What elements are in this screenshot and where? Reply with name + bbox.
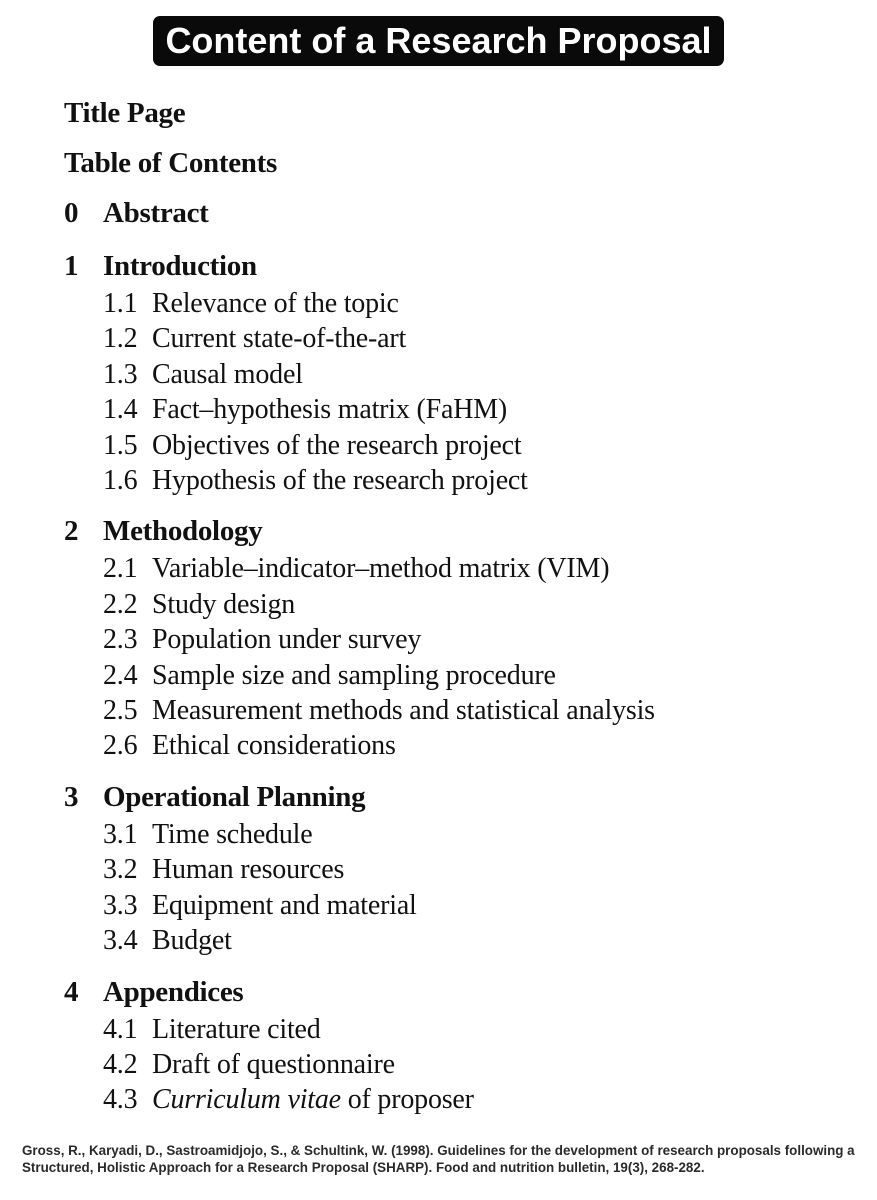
subsection-label: Draft of questionnaire (152, 1048, 395, 1080)
subsection-item (103, 658, 854, 693)
subsection-number: 3.1 (103, 818, 138, 850)
section-heading (64, 972, 854, 1012)
subsection-label-rest: of proposer (340, 1084, 474, 1116)
subsection-number: 2.5 (103, 695, 138, 727)
subsection-number: 1.4 (103, 394, 138, 426)
subsection-item (103, 321, 854, 356)
section-title: Operational Planning (103, 780, 366, 813)
subsection-number: 3.2 (103, 854, 138, 886)
subsection-number: 4.3 (103, 1084, 138, 1116)
subsection-label: Sample size and sampling procedure (152, 659, 556, 691)
subsection-item (103, 817, 854, 852)
subsection-label: Causal model (152, 358, 303, 390)
subsection-number: 1.1 (103, 288, 138, 319)
subsection-label: Ethical considerations (152, 730, 396, 762)
section-heading (64, 777, 854, 817)
table-of-contents (64, 93, 854, 1131)
subsection-label: Variable–indicator–method matrix (VIM) (152, 553, 610, 585)
subsection-number: 3.3 (103, 889, 138, 921)
section-number: 4 (64, 975, 79, 1008)
toc-section-operational-planning (64, 777, 854, 959)
subsection-item (103, 693, 854, 728)
subsection-list (64, 286, 854, 498)
section-title: Abstract (103, 197, 209, 229)
subsection-number: 1.6 (103, 465, 138, 497)
subsection-label: Time schedule (152, 818, 313, 850)
subsection-item (103, 852, 854, 887)
section-number: 2 (64, 515, 79, 548)
subsection-item (103, 1082, 854, 1117)
subsection-label: Measurement methods and statistical analysis (152, 695, 655, 727)
subsection-number: 2.1 (103, 553, 138, 585)
subsection-label-italic: Curriculum vitae (152, 1084, 341, 1116)
toc-section-methodology (64, 511, 854, 763)
toc-heading-title-page: Title Page (64, 97, 186, 129)
section-title: Introduction (103, 250, 257, 282)
toc-section-appendices (64, 972, 854, 1118)
subsection-number: 2.4 (103, 659, 138, 691)
toc-section-introduction (64, 246, 854, 498)
toc-section-abstract (64, 193, 854, 233)
subsection-item (103, 587, 854, 622)
subsection-item (103, 923, 854, 958)
section-title: Methodology (103, 515, 263, 548)
title-container (0, 16, 877, 66)
subsection-number: 2.2 (103, 588, 138, 620)
subsection-item (103, 357, 854, 392)
subsection-label: Literature cited (152, 1013, 321, 1045)
subsection-label: Study design (152, 588, 296, 620)
subsection-label: Current state-of-the-art (152, 323, 407, 355)
subsection-number: 4.2 (103, 1048, 138, 1080)
subsection-number: 4.1 (103, 1013, 138, 1045)
subsection-number: 1.5 (103, 429, 138, 461)
subsection-number: 3.4 (103, 925, 138, 957)
subsection-number: 1.2 (103, 323, 138, 355)
section-number: 1 (64, 250, 79, 282)
subsection-label: Fact–hypothesis matrix (FaHM) (152, 394, 508, 426)
subsection-item (103, 1012, 854, 1047)
subsection-item (103, 728, 854, 763)
subsection-label: Human resources (152, 854, 345, 886)
subsection-label: Objectives of the research project (152, 429, 522, 461)
subsection-item (103, 463, 854, 498)
subsection-list (64, 1012, 854, 1118)
subsection-list (64, 551, 854, 763)
subsection-label: Equipment and material (152, 889, 417, 921)
subsection-number: 2.6 (103, 730, 138, 762)
section-number: 3 (64, 780, 79, 813)
subsection-item (103, 286, 854, 321)
toc-heading-table-of-contents: Table of Contents (64, 147, 277, 179)
subsection-number: 1.3 (103, 358, 138, 390)
subsection-item (103, 888, 854, 923)
section-heading (64, 193, 854, 233)
subsection-label (152, 1082, 474, 1117)
reference-citation: Gross, R., Karyadi, D., Sastroamidjojo, S., & Schultink, W. (1998). Guidelines for the development of research proposals following a Structured, Holistic Approach for a Research Proposal (SHARP). Food and nutrition bulletin, 19(3), 268-282. (22, 1143, 855, 1175)
subsection-item (103, 428, 854, 463)
section-heading (64, 246, 854, 286)
subsection-number: 2.3 (103, 624, 138, 656)
section-heading (64, 511, 854, 551)
subsection-label: Population under survey (152, 624, 422, 656)
subsection-item (103, 392, 854, 427)
section-number: 0 (64, 197, 79, 229)
page-title: Content of a Research Proposal (153, 16, 723, 66)
subsection-label: Relevance of the topic (152, 288, 399, 319)
subsection-label: Budget (152, 925, 232, 957)
subsection-item (103, 551, 854, 586)
subsection-item (103, 1047, 854, 1082)
subsection-label: Hypothesis of the research project (152, 465, 528, 497)
section-title: Appendices (103, 975, 244, 1008)
subsection-list (64, 817, 854, 959)
subsection-item (103, 622, 854, 657)
